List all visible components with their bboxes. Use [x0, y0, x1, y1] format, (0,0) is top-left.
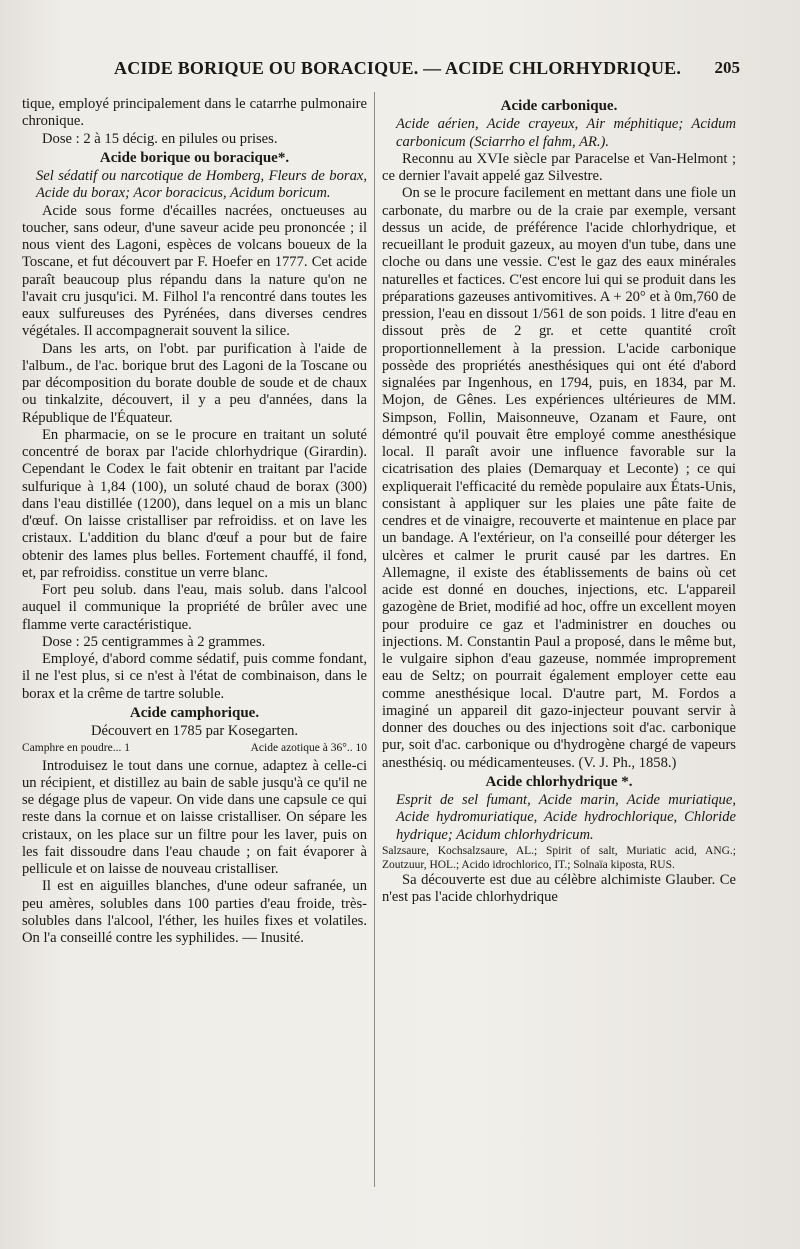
dose-paragraph: Dose : 2 à 15 décig. en pilules ou prises.	[42, 130, 278, 147]
camphorique-discovery: Découvert en 1785 par Kosegarten.	[90, 723, 299, 739]
running-header	[22, 58, 744, 82]
heading-acide-borique: Acide borique ou boracique*.	[99, 149, 290, 166]
carbonique-paragraph-1: Reconnu au XVIe siècle par Paracelse et Van-Helmont ; ce dernier l'avait appelé gaz Silvestre.	[382, 150, 736, 184]
carbonique-paragraph-2: On se le procure facilement en mettant dans une fiole un carbonate, du marbre ou de la craie par exemple, versant dessus un acide, de préférence l'acide chlorhydrique, et recueillant le produit gazeux, au moyen d'un tube, dans une cloche ou dans une vessie. C'est le gaz des eaux minérales naturelles et factices. C'est encore lui qui se produit dans les préparations gazeuses antivomitives. A + 20° et à 0m,760 de pression, l'eau en dissout 1/561 de son poids. 1 litre d'eau en dissout près de 2 gr. et cette quantité croît proportionnellement à la pression. L'acide carbonique possède des propriétés anesthésiques qui ont été d'abord signalées par Ingenhous, en 1794, puis, en 1834, par M. Mojon, de Gênes. Les expériences ultérieures de MM. Simpson, Follin, Maisonneuve, Ozanam et Faure, ont démontré qu'il pouvait être employé comme anesthésique local. Il paraît avoir une influence favorable sur la cicatrisation des plaies (Demarquay et Leconte) ; ce qui expliquerait l'efficacité du remède populaire aux États-Unis, consistant à appliquer sur les plaies une pâte faite de cendres et de vinaigre, recouverte et maintenue en place par un bandage. A l'extérieur, on l'a conseillé pour déterger les ulcères et calmer le prurit causé par les dartres. En Allemagne, il existe des établissements de bains où cet acide est donné en douches, injections, etc. L'appareil gazogène de Briet, modifié ad hoc, offre un excellent moyen pour produire ce gaz et l'administrer en douches ou injections. M. Constantin Paul a proposé, dans le même but, le vulgaire siphon d'eau gazeuse, nommée improprement eau de Seltz; on pourrait également employer cette eau comme anesthésique local. D'autre part, M. Fordos a imaginé un appareil dit gazo-injecteur pouvant servir à donner des douches ou des injections soit d'ac. carbonique pur, soit d'ac. carbonique ou d'hydrogène chargé de vapeurs anesthésiq. ou médicamenteuses. (V. J. Ph., 1858.)	[382, 185, 736, 771]
synonyms-carbonique: Acide aérien, Acide crayeux, Air méphitique; Acidum carbonicum (Sciarrho el fahm, AR.).	[396, 116, 736, 150]
formula-left: Camphre en poudre... 1	[22, 742, 130, 755]
continuation-paragraph: tique, employé principalement dans le catarrhe pulmonaire chronique.	[22, 96, 367, 130]
borique-paragraph-3: En pharmacie, on se le procure en traitant un soluté concentré de borax par l'acide chlorhydrique (Girardin). Cependant le Codex le fait obtenir en traitant par l'acide sulfurique à 1,84 (100), un soluté chaud de borax (300) dans l'eau distillée (1200), dans lequel on a mis un blanc d'œuf. On laisse cristalliser par refroidiss. et on lave les cristaux. L'addition du blanc d'œuf a pour but de faire obtenir des lames plus belles. Fortement chauffé, il fond, et, par refroidiss. constitue un verre blanc.	[22, 426, 367, 581]
right-column	[382, 96, 736, 906]
running-title: ACIDE BORIQUE OU BORACIQUE. — ACIDE CHLORHYDRIQUE.	[114, 58, 682, 78]
formula-right: Acide azotique à 36°.. 10	[250, 742, 367, 755]
column-divider	[374, 92, 375, 1187]
left-column	[22, 96, 367, 947]
borique-paragraph-1: Acide sous forme d'écailles nacrées, onctueuses au toucher, sans odeur, d'une saveur acide peu prononcée ; il nous vient des Lagoni, espèces de volcans boueux de la Toscane, et fut découvert par F. Hoefer en 1777. Cet acide paraît beaucoup plus répandu dans la nature qu'on ne l'avait cru jusqu'ici. M. Filhol l'a rencontré dans toutes les eaux sulfureuses des Pyrénées, dans diverses cendres végétales. Il accompagnerait souvent la silice.	[22, 202, 367, 340]
heading-acide-camphorique: Acide camphorique.	[129, 704, 260, 721]
foreign-names: Salzsaure, Kochsalzsaure, AL.; Spirit of salt, Muriatic acid, ANG.; Zoutzuur, HOL.; Acido idrochlorico, IT.; Solnaïa kiposta, RUS.	[382, 844, 736, 871]
camphorique-paragraph-2: Il est en aiguilles blanches, d'une odeur safranée, un peu amères, solubles dans 100 parties d'eau froide, très-solubles dans l'alcool, l'éther, les huiles fixes et volatiles. On l'a conseillé contre les syphilides. — Inusité.	[22, 878, 367, 946]
camphorique-paragraph-1: Introduisez le tout dans une cornue, adaptez à celle-ci un récipient, et distillez au bain de sable jusqu'à ce qu'il ne se dégage plus de vapeur. On vide dans une capsule ce qui reste dans la cornue et on laisse cristalliser. On sépare les cristaux, on les place sur un filtre pour les laver, puis on les fait dissoudre dans l'eau chaude ; on fait évaporer à pellicule et on laisse de nouveau cristalliser.	[22, 757, 367, 877]
borique-paragraph-6: Employé, d'abord comme sédatif, puis comme fondant, il ne l'est plus, si ce n'est à l'état de combinaison, dans le borax et la crême de tartre soluble.	[22, 651, 367, 702]
formula-row	[22, 740, 367, 757]
page-number: 205	[714, 58, 740, 77]
synonyms-chlorhydrique: Esprit de sel fumant, Acide marin, Acide muriatique, Acide hydromuriatique, Acide hydrochlorique, Chloride hydrique; Acidum chlorhydricum.	[396, 792, 736, 843]
borique-paragraph-2: Dans les arts, on l'obt. par purification à l'aide de l'album., de l'ac. borique brut des Lagoni de la Toscane ou par décomposition du borate double de soude et de chaux ou tinkalzite, découvert, il y a peu d'années, dans la République de l'Équateur.	[22, 340, 367, 426]
borique-paragraph-4: Fort peu solub. dans l'eau, mais solub. dans l'alcool auquel il communique la propriété de brûler avec une flamme verte caractéristique.	[22, 582, 367, 633]
heading-acide-carbonique: Acide carbonique.	[500, 98, 618, 114]
borique-paragraph-5: Dose : 25 centigrammes à 2 grammes.	[42, 633, 266, 650]
synonyms-borique: Sel sédatif ou narcotique de Homberg, Fleurs de borax, Acide du borax; Acor boracicus, Acidum boricum.	[36, 168, 367, 202]
chlorhydrique-paragraph-1: Sa découverte est due au célèbre alchimiste Glauber. Ce n'est pas l'acide chlorhydrique	[382, 871, 736, 905]
heading-acide-chlorhydrique: Acide chlorhydrique *.	[485, 773, 633, 790]
